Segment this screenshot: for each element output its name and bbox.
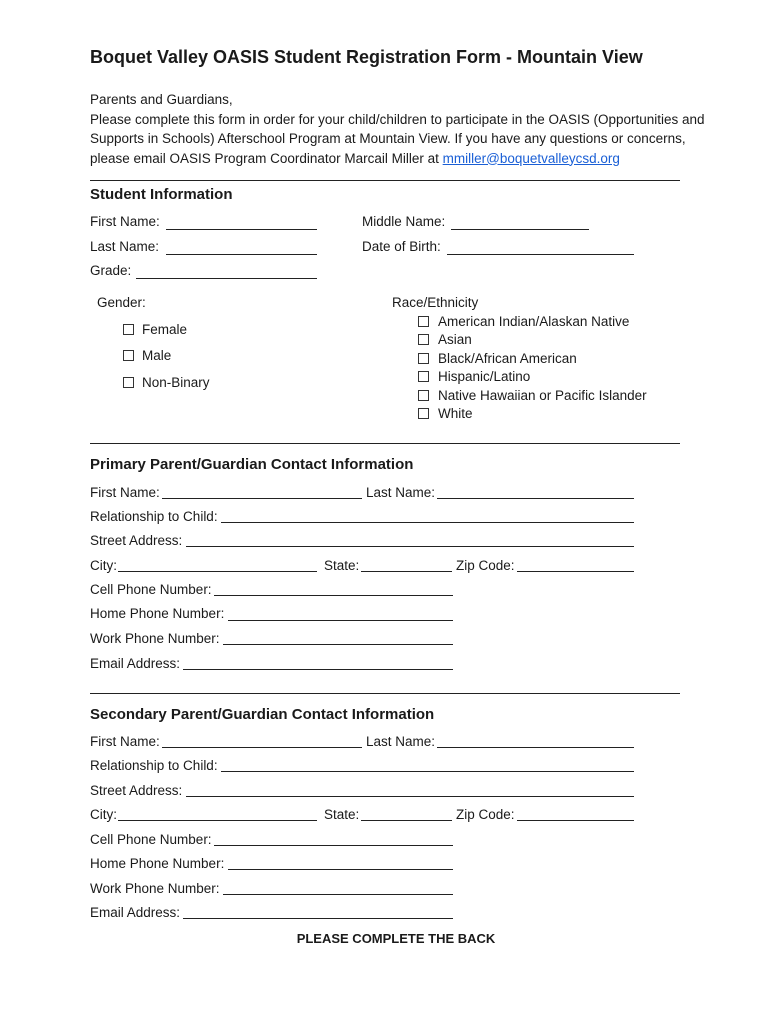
race-american-indian-label: American Indian/Alaskan Native: [438, 314, 630, 329]
student-grade-label: Grade:: [90, 263, 132, 278]
secondary-relationship-field[interactable]: [221, 771, 634, 772]
race-white-label: White: [438, 406, 473, 421]
coordinator-email-link[interactable]: mmiller@boquetvalleycsd.org: [442, 150, 620, 166]
secondary-zip-label: Zip Code:: [456, 807, 515, 822]
secondary-zip-field[interactable]: [517, 820, 634, 821]
intro-greeting: Parents and Guardians,: [90, 92, 233, 107]
secondary-last-name-field[interactable]: [437, 747, 634, 748]
gender-nonbinary-checkbox[interactable]: [123, 377, 134, 388]
race-black-label: Black/African American: [438, 351, 577, 366]
primary-city-field[interactable]: [118, 571, 317, 572]
secondary-city-field[interactable]: [118, 820, 317, 821]
secondary-section-heading: Secondary Parent/Guardian Contact Information: [90, 706, 435, 723]
secondary-home-field[interactable]: [228, 869, 453, 870]
student-first-name-label: First Name:: [90, 214, 160, 229]
primary-street-label: Street Address:: [90, 533, 183, 548]
gender-female-checkbox[interactable]: [123, 324, 134, 335]
secondary-work-label: Work Phone Number:: [90, 881, 220, 896]
secondary-street-field[interactable]: [186, 796, 634, 797]
primary-home-field[interactable]: [228, 620, 453, 621]
gender-male-label: Male: [142, 348, 172, 363]
gender-label: Gender:: [97, 295, 146, 310]
primary-first-name-field[interactable]: [162, 498, 362, 499]
student-section-heading: Student Information: [90, 186, 233, 203]
primary-last-name-field[interactable]: [437, 498, 634, 499]
race-hispanic-checkbox[interactable]: [418, 371, 429, 382]
secondary-relationship-label: Relationship to Child:: [90, 758, 218, 773]
gender-female-label: Female: [142, 322, 188, 337]
gender-male-checkbox[interactable]: [123, 350, 134, 361]
student-middle-name-field[interactable]: [451, 229, 589, 230]
student-grade-field[interactable]: [136, 278, 317, 279]
race-hispanic-label: Hispanic/Latino: [438, 369, 531, 384]
student-dob-label: Date of Birth:: [362, 239, 441, 254]
primary-last-name-label: Last Name:: [366, 485, 436, 500]
race-american-indian-checkbox[interactable]: [418, 316, 429, 327]
primary-first-name-label: First Name:: [90, 485, 160, 500]
secondary-cell-field[interactable]: [214, 845, 453, 846]
primary-street-field[interactable]: [186, 546, 634, 547]
primary-email-field[interactable]: [183, 669, 453, 670]
secondary-home-label: Home Phone Number:: [90, 856, 225, 871]
student-last-name-field[interactable]: [166, 254, 317, 255]
intro-body: Please complete this form in order for your child/children to participate in the OASIS (Opportunities and Supports in Schools) Afterschool Program at Mountain View. If you have any questions or concerns, please email OASIS Program Coordinator Marcail Miller at: [90, 111, 705, 166]
divider: [90, 180, 680, 181]
secondary-first-name-field[interactable]: [162, 747, 362, 748]
student-first-name-field[interactable]: [166, 229, 317, 230]
student-last-name-label: Last Name:: [90, 239, 160, 254]
primary-home-label: Home Phone Number:: [90, 606, 225, 621]
race-white-checkbox[interactable]: [418, 408, 429, 419]
divider: [90, 443, 680, 444]
student-middle-name-label: Middle Name:: [362, 214, 446, 229]
primary-state-field[interactable]: [361, 571, 452, 572]
primary-zip-field[interactable]: [517, 571, 634, 572]
secondary-state-label: State:: [324, 807, 360, 822]
page-title: Boquet Valley OASIS Student Registration Form - Mountain View: [90, 47, 643, 67]
primary-state-label: State:: [324, 558, 360, 573]
primary-cell-field[interactable]: [214, 595, 453, 596]
secondary-email-label: Email Address:: [90, 905, 181, 920]
intro-text: [90, 90, 710, 168]
gender-nonbinary-label: Non-Binary: [142, 375, 210, 390]
primary-work-field[interactable]: [223, 644, 453, 645]
primary-work-label: Work Phone Number:: [90, 631, 220, 646]
secondary-cell-label: Cell Phone Number:: [90, 832, 212, 847]
primary-cell-label: Cell Phone Number:: [90, 582, 212, 597]
secondary-street-label: Street Address:: [90, 783, 183, 798]
race-asian-label: Asian: [438, 332, 472, 347]
secondary-last-name-label: Last Name:: [366, 734, 436, 749]
footer-note: PLEASE COMPLETE THE BACK: [296, 931, 496, 946]
secondary-city-label: City:: [90, 807, 117, 822]
secondary-first-name-label: First Name:: [90, 734, 160, 749]
secondary-work-field[interactable]: [223, 894, 453, 895]
race-hawaiian-checkbox[interactable]: [418, 390, 429, 401]
secondary-state-field[interactable]: [361, 820, 452, 821]
primary-city-label: City:: [90, 558, 117, 573]
race-asian-checkbox[interactable]: [418, 334, 429, 345]
race-label: Race/Ethnicity: [392, 295, 479, 310]
divider: [90, 693, 680, 694]
secondary-email-field[interactable]: [183, 918, 453, 919]
primary-relationship-label: Relationship to Child:: [90, 509, 218, 524]
race-black-checkbox[interactable]: [418, 353, 429, 364]
primary-section-heading: Primary Parent/Guardian Contact Information: [90, 456, 414, 473]
primary-relationship-field[interactable]: [221, 522, 634, 523]
student-dob-field[interactable]: [447, 254, 634, 255]
primary-email-label: Email Address:: [90, 656, 181, 671]
race-hawaiian-label: Native Hawaiian or Pacific Islander: [438, 388, 647, 403]
primary-zip-label: Zip Code:: [456, 558, 515, 573]
